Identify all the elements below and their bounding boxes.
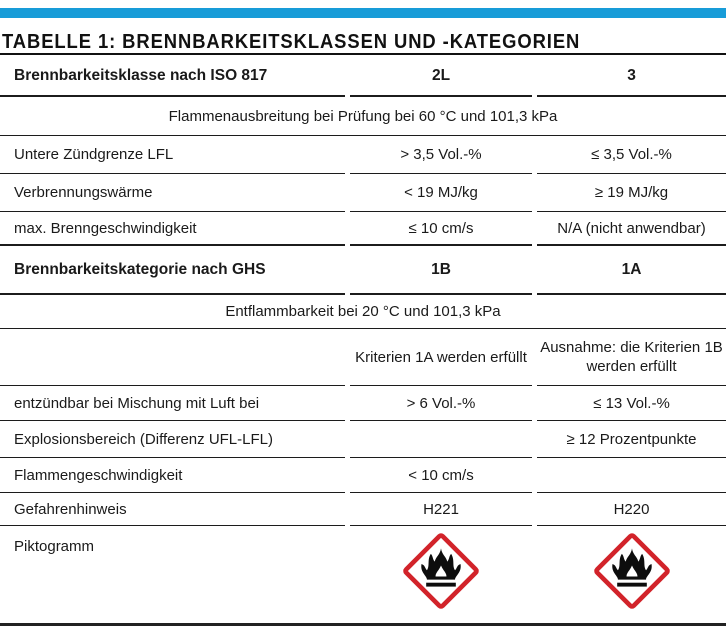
table-row [0, 246, 726, 295]
spanning-condition-text: Entflammbarkeit bei 20 °C und 101,3 kPa [0, 295, 726, 329]
value-col-3: ≤ 3,5 Vol.-% [537, 136, 726, 174]
row-label: Piktogramm [14, 538, 95, 555]
table-row [0, 386, 726, 421]
criteria-1b-note: Kriterien 1A werden erfüllt [350, 329, 532, 386]
table-title: TABELLE 1: BRENNBARKEITSKLASSEN UND -KATEGORIEN [2, 31, 581, 53]
flammability-table [0, 55, 726, 615]
value-col-1a: ≥ 12 Prozentpunkte [537, 421, 726, 458]
value-col-1b: < 10 cm/s [350, 458, 532, 493]
table-row [0, 329, 726, 386]
hazard-code-h221: H221 [350, 493, 532, 526]
value-col-3: N/A (nicht anwendbar) [537, 212, 726, 246]
ghs02-flame-icon [402, 532, 480, 610]
value-col-3: ≥ 19 MJ/kg [537, 174, 726, 212]
row-label: Explosionsbereich (Differenz UFL-LFL) [0, 421, 345, 458]
row-label-empty [0, 329, 345, 386]
row-label: Flammengeschwindigkeit [0, 458, 345, 493]
table-row [0, 174, 726, 212]
row-label: Brennbarkeitsklasse nach ISO 817 [0, 55, 345, 97]
pictogram-cell-1a [537, 526, 726, 615]
table-row [0, 55, 726, 97]
accent-bar [0, 8, 726, 18]
row-label: Verbrennungswärme [0, 174, 345, 212]
value-col-2l: ≤ 10 cm/s [350, 212, 532, 246]
flame-base-bar [617, 582, 647, 586]
table-row [0, 97, 726, 136]
class-3-value: 3 [537, 55, 726, 97]
row-label: max. Brenngeschwindigkeit [0, 212, 345, 246]
row-label: entzündbar bei Mischung mit Luft bei [0, 386, 345, 421]
value-col-1a [537, 458, 726, 493]
table-row [0, 295, 726, 329]
flame-base-bar [426, 582, 456, 586]
pictogram-cell-1b [350, 526, 532, 615]
value-col-2l: < 19 MJ/kg [350, 174, 532, 212]
table-row [0, 136, 726, 174]
row-label: Brennbarkeitskategorie nach GHS [0, 246, 345, 295]
spanning-condition-text: Flammenausbreitung bei Prüfung bei 60 °C und 101,3 kPa [0, 97, 726, 136]
hazard-code-h220: H220 [537, 493, 726, 526]
table-bottom-rule [0, 623, 726, 626]
table-row [0, 526, 726, 615]
table-row [0, 458, 726, 493]
row-label: Gefahrenhinweis [0, 493, 345, 526]
value-col-1b [350, 421, 532, 458]
category-1a-value: 1A [537, 246, 726, 295]
row-label: Untere Zündgrenze LFL [0, 136, 345, 174]
ghs02-flame-icon [593, 532, 671, 610]
table-row [0, 421, 726, 458]
category-1b-value: 1B [350, 246, 532, 295]
table-row [0, 212, 726, 246]
criteria-1a-note: Ausnahme: die Kriterien 1B werden erfüllt [537, 329, 726, 386]
table-row [0, 493, 726, 526]
value-col-1a: ≤ 13 Vol.-% [537, 386, 726, 421]
value-col-1b: > 6 Vol.-% [350, 386, 532, 421]
value-col-2l: > 3,5 Vol.-% [350, 136, 532, 174]
class-2l-value: 2L [350, 55, 532, 97]
